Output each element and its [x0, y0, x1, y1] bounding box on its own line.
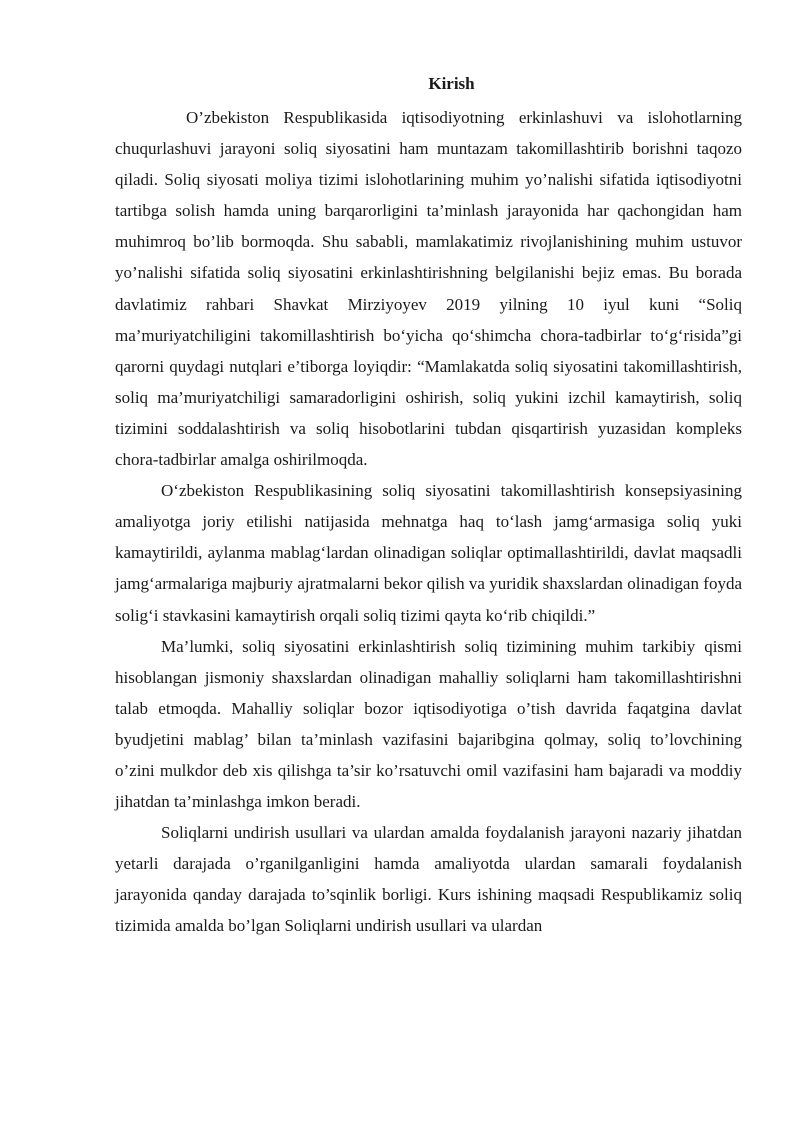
- document-page: [115, 74, 742, 942]
- paragraph-3: Ma’lumki, soliq siyosatini erkinlashtirish soliq tizimining muhim tarkibiy qismi hisoblangan jismoniy shaxslardan olinadigan mahalliy soliqlarni ham takomillashtirishni talab etmoqda. Mahalliy soliqlar bozor iqtisodiyotiga o’tish davrida faqatgina davlat byudjetini mablag’ bilan ta’minlash vazifasini bajaribgina qolmay, soliq to’lovchining o’zini mulkdor deb xis qilishga ta’sir ko’rsatuvchi omil vazifasini ham bajaradi va moddiy jihatdan ta’minlashga imkon beradi.: [115, 636, 742, 812]
- paragraph-2: O‘zbekiston Respublikasining soliq siyosatini takomillashtirish konsepsiyasining amaliyotga joriy etilishi natijasida mehnatga haq to‘lash jamg‘armasiga soliq yuki kamaytirildi, aylanma mablag‘lardan olinadigan soliqlar optimallashtirildi, davlat maqsadli jamg‘armalariga majburiy ajratmalarni bekor qilish va yuridik shaxslardan olinadigan foyda solig‘i stavkasini kamaytirish orqali soliq tizimi qayta ko‘rib chiqildi.”: [115, 481, 742, 625]
- paragraph-1: O’zbekiston Respublikasida iqtisodiyotning erkinlashuvi va islohotlarning chuqurlashuvi jarayoni soliq siyosatini ham muntazam takomillashtirib borishni taqozo qiladi. Soliq siyosati moliya tizimi islohotlarining muhim yo’nalishi sifatida iqtisodiyotni tartibga solish hamda uning barqarorligini ta’minlash jarayonida har qachongidan ham muhimroq bo’lib bormoqda. Shu sababli, mamlakatimiz rivojlanishining muhim ustuvor yo’nalishi sifatida soliq siyosatini erkinlashtirishning belgilanishi bejiz emas. Bu borada davlatimiz rahbari Shavkat Mirziyoyev 2019 yilning 10 iyul kuni “Soliq ma’muriyatchiligini takomillashtirish bo‘yicha qo‘shimcha chora-tadbirlar to‘g‘risida”gi qarorni quydagi nutqlari e’tiborga loyiqdir: “Mamlakatda soliq siyosatini takomillashtirish, soliq ma’muriyatchiligi samaradorligini oshirish, soliq yukini izchil kamaytirish, soliq tizimini soddalashtirish va soliq hisobotlarini tubdan qisqartirish yuzasidan kompleks chora-tadbirlar amalga oshirilmoqda.: [115, 108, 742, 470]
- document-title: Kirish: [428, 74, 475, 93]
- paragraph-4: Soliqlarni undirish usullari va ulardan amalda foydalanish jarayoni nazariy jihatdan yetarli darajada o’rganilganligini hamda amaliyotda ulardan samarali foydalanish jarayonida qanday darajada to’sqinlik borligi. Kurs ishining maqsadi Respublikamiz soliq tizimida amalda bo’lgan Soliqlarni undirish usullari va ulardan: [115, 823, 742, 936]
